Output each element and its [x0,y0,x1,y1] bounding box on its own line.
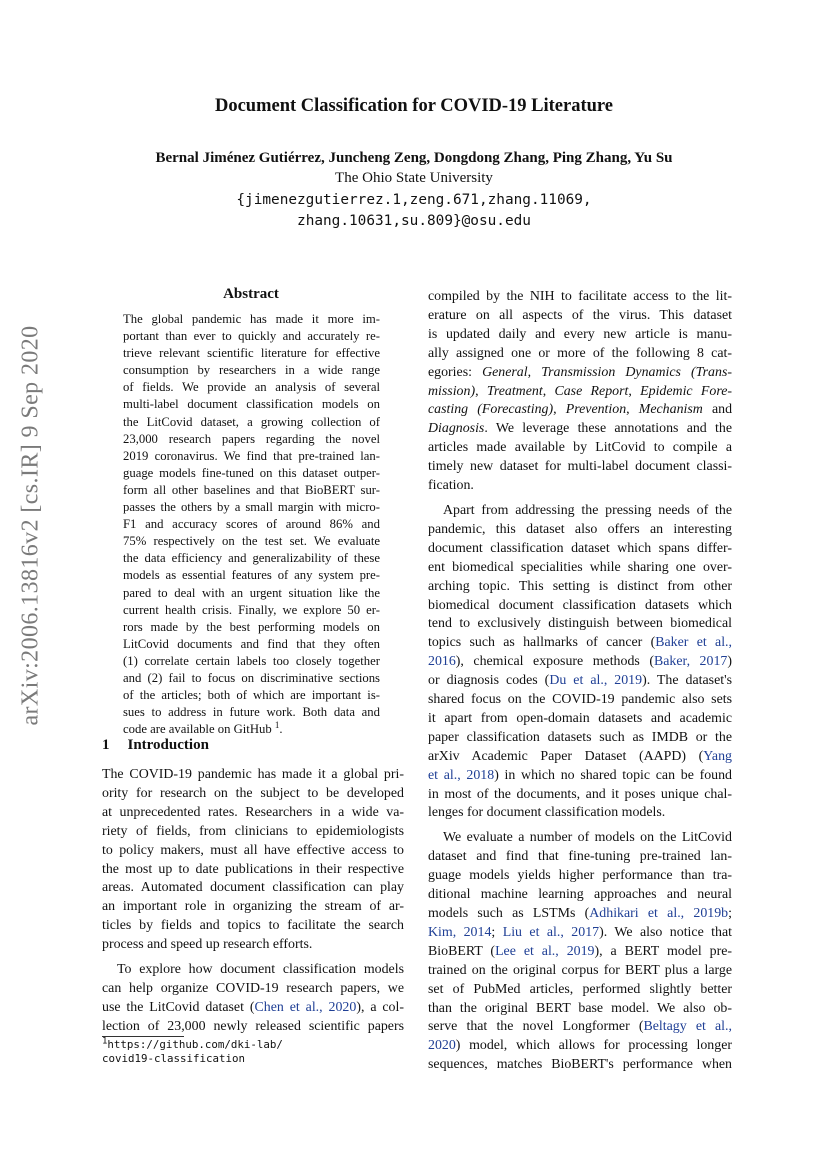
body-line: lection of 23,000 newly released scientific papers [102,1018,404,1034]
text-run: , [553,402,566,418]
body-line: is updated daily and every new article is manu- [428,326,732,342]
body-line: We evaluate a number of models on the LitCovid [443,830,732,846]
text-run: ). We also notice that [599,924,733,940]
text-run: arXiv Academic Paper Dataset (AAPD) ( [428,748,704,764]
text-run: use the LitCovid dataset ( [102,999,255,1015]
abstract-line: passes the others by a small margin with micro- [123,500,380,515]
citation-link[interactable]: Baker, 2017 [653,654,728,670]
body-line: trained on the original corpus for BERT plus a large [428,962,732,978]
text-run: serve that the novel Longformer ( [428,1019,644,1035]
category-name: casting (Forecasting) [428,402,554,418]
abstract-line: of fields. We provide an analysis of several [123,380,380,395]
abstract-line: pared to deal with an urgent situation like the [123,585,380,600]
footnote [102,1038,283,1066]
section-heading [102,737,209,754]
citation-link[interactable]: Liu et al., 2017 [502,924,600,940]
body-line [428,653,732,672]
citation-link[interactable]: Lee et al., 2019 [495,943,595,959]
footnote-url[interactable]: https://github.com/dki-lab/ [107,1038,283,1051]
category-name: mission) [428,383,476,399]
section-title: Introduction [127,737,209,753]
body-line [428,420,732,439]
body-line: arching topic. This setting is distinct from other [428,578,732,594]
abstract-line: form all other baselines and that BioBERT sur- [123,482,380,497]
citation-link[interactable]: Adhikari et al., 2019b [589,906,729,921]
body-line: set of PubMed articles, performed slightly better [428,981,732,997]
body-line: dataset and find that fine-tuning pre-trained lan- [428,849,732,865]
category-name: Diagnosis [428,421,485,437]
abstract-line: The global pandemic has made it more im- [123,312,380,326]
footnote-line [102,1038,283,1052]
body-line: can help organize COVID-19 research papers, we [102,980,404,996]
category-name: Treatment [486,383,543,399]
footnote-number: 1 [102,1036,108,1047]
body-line: to policy makers, must all have effective access to [102,842,404,858]
body-line: riety of fields, from clinicians to epidemiologists [102,823,404,839]
left-column-body [102,766,404,1037]
footnote-line: covid19-classification [102,1052,246,1066]
citation-link[interactable]: Yang [703,748,732,764]
citation-link[interactable]: Kim, 2014 [428,924,492,940]
body-line: areas. Automated document classification can play [102,880,404,896]
body-line: lenges for document classification models. [428,805,666,821]
text-run: ). The dataset's [642,673,732,689]
body-line: To explore how document classification models [117,962,404,978]
footnote-marker[interactable]: 1 [274,720,280,731]
text-run: BioBERT ( [428,943,496,959]
body-line: pandemic, this dataset also offers an interesting [428,521,732,537]
text-run: and [702,402,733,418]
body-line [428,767,732,786]
body-line [428,383,732,402]
text-run: ) model, which allows for processing longer [455,1038,732,1054]
abstract-line: models as essential features of any system pre- [123,568,380,583]
body-line [428,943,732,962]
category-name: Transmission Dynamics (Trans- [541,364,732,380]
section-number: 1 [102,737,110,753]
body-line: than the original BERT base model. We also ob- [428,1000,732,1016]
citation-link[interactable]: Baker et al., [655,635,732,651]
body-line: shared focus on the COVID-19 pandemic also sets [428,692,732,708]
text-run: ; [728,906,732,921]
body-line: fication. [428,478,474,494]
text-run: , [475,383,487,399]
abstract-line: the data efficiency and generalizability of these [123,551,380,566]
body-line [428,905,732,924]
body-line: ent biomedical specialities while sharing one over- [428,559,732,575]
text-run: ) [727,654,732,670]
author-list: Bernal Jiménez Gutiérrez, Juncheng Zeng, Dongdong Zhang, Ping Zhang, Yu Su [155,150,673,166]
arxiv-stamp: arXiv:2006.13816v2 [cs.IR] 9 Sep 2020 [17,325,44,726]
right-column-body [428,288,732,1075]
abstract-heading: Abstract [223,286,279,302]
body-line [428,634,732,653]
abstract-line: guage models fine-tuned on this dataset outper- [123,465,380,480]
body-line: in most of the documents, and it poses unique chal- [428,786,732,802]
citation-link[interactable]: 2020 [428,1038,456,1054]
abstract-line: sues to address in future work. Both data and [123,705,380,720]
citation-link[interactable]: Beltagy et al., [643,1019,732,1035]
abstract-period: . [279,722,283,737]
body-line [428,401,732,420]
abstract-line: 75% respectively on the test set. We evaluate [123,534,380,549]
email-line: {jimenezgutierrez.1,zeng.671,zhang.11069, [236,192,592,208]
category-name: General [482,364,528,380]
body-line [428,1037,732,1056]
abstract-line: trieve relevant scientific literature for effective [123,346,380,361]
body-line: paper classification datasets such as IMDB or the [428,729,732,745]
text-run: , [628,383,641,399]
body-line [428,924,732,943]
text-run: models such as LSTMs ( [428,906,590,921]
text-run: egories: [428,364,483,380]
footnote-rule [102,1036,184,1037]
abstract-line: current health crisis. Finally, we explore 50 er- [123,602,380,617]
paper-title: Document Classification for COVID-19 Literature [214,96,614,116]
text-run: ; [491,924,503,940]
text-run: , [542,383,555,399]
abstract-line: F1 and accuracy scores of around 86% and [123,517,380,532]
text-run: topics such as hallmarks of cancer ( [428,635,656,651]
body-line: document classification dataset which spans differ- [428,540,732,556]
body-line: timely new dataset for multi-label document classi- [428,459,732,475]
body-line: Apart from addressing the pressing needs of the [443,502,732,518]
body-line: ority for research on the subject to be developed [102,785,404,801]
author-emails [0,190,828,232]
category-name: Prevention [565,402,627,418]
body-line: at unprecedented rates. Researchers in a wide va- [102,804,404,820]
body-line [428,364,732,383]
text-run: or diagnosis codes ( [428,673,550,689]
text-run: ), a BERT model pre- [594,943,733,959]
abstract-line: multi-label document classification models on [123,397,380,412]
category-name: Mechanism [638,402,703,418]
body-line: biomedical document classification datasets which [428,597,732,613]
body-line: tend to exclusively distinguish between biomedical [428,616,732,632]
body-line: The COVID-19 pandemic has made it a global pri- [102,767,404,782]
abstract-line: and (2) fail to focus on discriminative sections [123,670,380,685]
abstract-line: (1) correlate certain labels too closely together [123,653,380,668]
abstract-body [123,311,380,738]
body-line: articles made available by LitCovid to compile a [428,440,732,456]
category-name: Epidemic Fore- [640,383,733,399]
abstract-line: rors made by the best performing models on [123,619,380,634]
body-line: ditional machine learning approaches and neural [428,887,732,903]
text-run: . We leverage these annotations and the [484,421,732,437]
abstract-line: the LitCovid dataset, a growing collection of [123,414,380,429]
citation-link[interactable]: et al., 2018 [428,767,495,783]
text-run: ), chemical exposure methods ( [455,654,654,670]
body-line: compiled by the NIH to facilitate access to the lit- [428,289,732,304]
text-run: , [527,364,542,380]
abstract-line [123,721,380,738]
affiliation: The Ohio State University [335,170,493,186]
text-run: , [626,402,639,418]
email-line: zhang.10631,su.809}@osu.edu [297,213,531,229]
body-line [428,672,732,691]
body-line: ticles by fields and topics to facilitate the search [102,918,404,934]
body-line [428,1018,732,1037]
abstract-line: 23,000 research papers regarding the novel [123,431,380,446]
body-line: guage models yields higher performance than tra- [428,868,732,884]
body-line [428,748,732,767]
text-run: ), a col- [356,999,404,1015]
citation-link[interactable]: Chen et al., 2020 [254,999,357,1015]
category-name: Case Report [554,383,629,399]
body-line: an important role in organizing the stream of ar- [102,899,404,915]
citation-link[interactable]: Du et al., 2019 [549,673,643,689]
body-line: sequences, matches BioBERT's performance when [428,1057,732,1073]
abstract-line: 2019 coronavirus. We find that pre-trained lan- [123,448,380,463]
citation-link[interactable]: 2016 [428,654,456,670]
body-line: it apart from open-domain datasets and academic [428,710,732,726]
abstract-line: consumption by researchers in a wide range [123,363,380,378]
body-line: ally assigned one or more of the following 8 cat- [428,345,732,361]
body-line [102,999,404,1018]
body-line: the most up to date publications in their respective [102,861,404,877]
abstract-last-text: code are available on GitHub [123,722,272,737]
body-line: erature on all aspects of the virus. This dataset [428,307,732,323]
abstract-line: portant than ever to quickly and accurately re- [123,329,380,344]
abstract-line: LitCovid documents and find that they often [123,636,380,651]
body-line: process and speed up research efforts. [102,937,313,953]
text-run: ) in which no shared topic can be found [494,767,732,783]
abstract-line: of the articles; both of which are important is- [123,688,380,703]
